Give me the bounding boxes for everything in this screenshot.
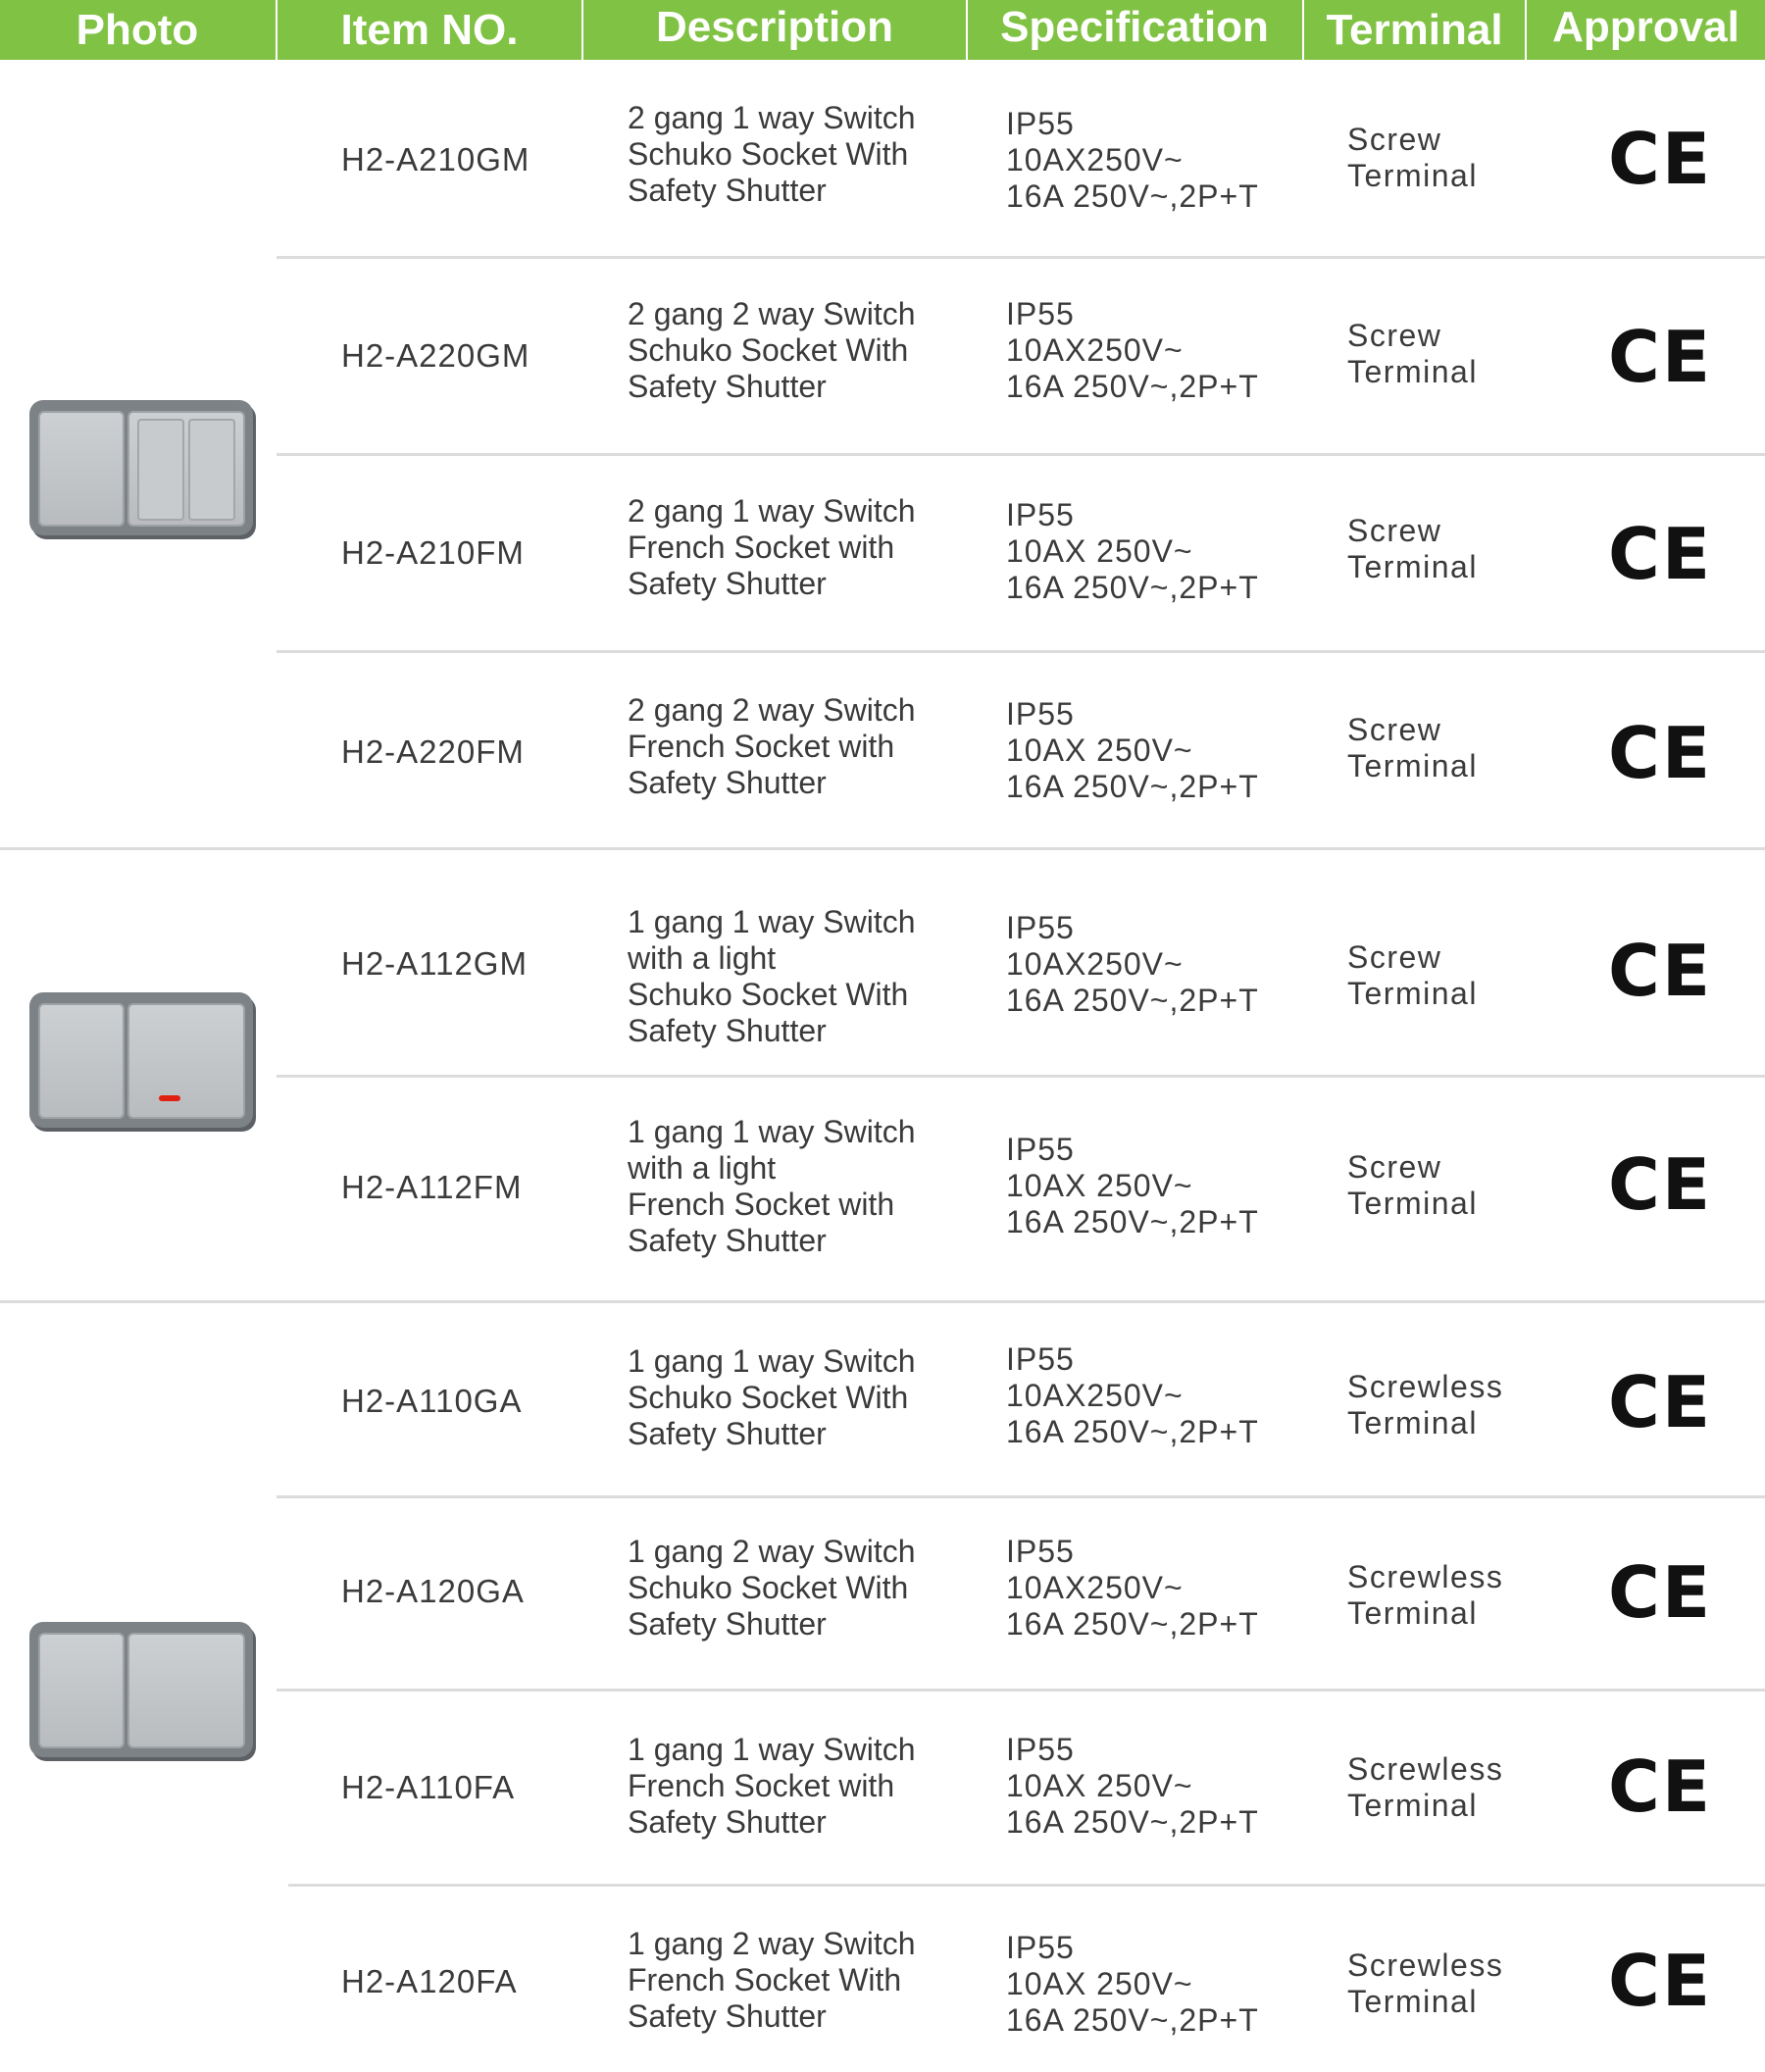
item-number: H2-A210FM: [341, 534, 525, 571]
terminal: Screw Terminal: [1347, 1149, 1478, 1221]
description: 2 gang 1 way Switch Schuko Socket With Safety Shutter: [628, 100, 916, 208]
row-divider: [277, 453, 1765, 456]
item-number: H2-A220FM: [341, 733, 525, 770]
description: 1 gang 1 way Switch with a light French Socket with Safety Shutter: [628, 1114, 916, 1258]
header-description: Description: [655, 3, 894, 51]
description: 1 gang 1 way Switch French Socket with Safety Shutter: [628, 1732, 916, 1840]
specification: IP55 10AX 250V~ 16A 250V~,2P+T: [1006, 1930, 1259, 2038]
item-number: H2-A210GM: [341, 141, 530, 177]
terminal: Screwless Terminal: [1347, 1369, 1504, 1440]
header-approval: Approval: [1552, 3, 1740, 51]
item-number: H2-A120FA: [341, 1963, 518, 1999]
specification: IP55 10AX250V~ 16A 250V~,2P+T: [1006, 910, 1259, 1018]
row-divider: [277, 650, 1765, 653]
group-divider: [0, 847, 1765, 850]
header-terminal: Terminal: [1326, 6, 1503, 54]
table-header: [0, 0, 1765, 60]
item-number: H2-A110GA: [341, 1383, 523, 1419]
specification: IP55 10AX250V~ 16A 250V~,2P+T: [1006, 106, 1259, 214]
row-divider: [277, 256, 1765, 259]
row-divider: [277, 1689, 1765, 1692]
group-divider: [0, 1300, 1765, 1303]
ce-mark-icon: CE: [1608, 712, 1713, 794]
header-photo: Photo: [76, 6, 199, 54]
specification: IP55 10AX250V~ 16A 250V~,2P+T: [1006, 1341, 1259, 1449]
ce-mark-icon: CE: [1608, 1361, 1713, 1443]
terminal: Screwless Terminal: [1347, 1947, 1504, 2019]
description: 1 gang 2 way Switch French Socket With Safety Shutter: [628, 1926, 916, 2034]
specification: IP55 10AX 250V~ 16A 250V~,2P+T: [1006, 696, 1259, 804]
description: 2 gang 2 way Switch French Socket with Safety Shutter: [628, 692, 916, 800]
row-divider: [277, 1495, 1765, 1498]
product-photo-1gang-switch-socket: [29, 1622, 257, 1765]
item-number: H2-A112GM: [341, 945, 528, 982]
specification: IP55 10AX 250V~ 16A 250V~,2P+T: [1006, 1132, 1259, 1239]
description: 1 gang 1 way Switch Schuko Socket With Safety Shutter: [628, 1343, 916, 1451]
item-number: H2-A220GM: [341, 337, 530, 374]
terminal: Screw Terminal: [1347, 318, 1478, 389]
description: 1 gang 1 way Switch with a light Schuko Socket With Safety Shutter: [628, 904, 916, 1048]
ce-mark-icon: CE: [1608, 930, 1713, 1012]
specification: IP55 10AX250V~ 16A 250V~,2P+T: [1006, 296, 1259, 404]
product-photo-2gang-switch-socket: [29, 400, 257, 543]
specification: IP55 10AX250V~ 16A 250V~,2P+T: [1006, 1534, 1259, 1642]
terminal: Screw Terminal: [1347, 513, 1478, 584]
header-specification: Specification: [1000, 3, 1269, 51]
specification: IP55 10AX 250V~ 16A 250V~,2P+T: [1006, 497, 1259, 605]
description: 2 gang 1 way Switch French Socket with Safety Shutter: [628, 493, 916, 601]
description: 1 gang 2 way Switch Schuko Socket With Safety Shutter: [628, 1534, 916, 1642]
item-number: H2-A112FM: [341, 1169, 523, 1205]
ce-mark-icon: CE: [1608, 1551, 1713, 1634]
description: 2 gang 2 way Switch Schuko Socket With Safety Shutter: [628, 296, 916, 404]
terminal: Screwless Terminal: [1347, 1751, 1504, 1823]
ce-mark-icon: CE: [1608, 1940, 1713, 2022]
terminal: Screw Terminal: [1347, 712, 1478, 783]
ce-mark-icon: CE: [1608, 316, 1713, 398]
ce-mark-icon: CE: [1608, 1143, 1713, 1226]
ce-mark-icon: CE: [1608, 513, 1713, 595]
item-number: H2-A120GA: [341, 1573, 525, 1609]
item-number: H2-A110FA: [341, 1769, 516, 1805]
row-divider: [288, 1884, 1765, 1887]
terminal: Screw Terminal: [1347, 122, 1478, 193]
header-item-no: Item NO.: [340, 6, 519, 54]
ce-mark-icon: CE: [1608, 118, 1713, 200]
ce-mark-icon: CE: [1608, 1745, 1713, 1828]
specification: IP55 10AX 250V~ 16A 250V~,2P+T: [1006, 1732, 1259, 1840]
terminal: Screwless Terminal: [1347, 1559, 1504, 1631]
product-photo-1gang-switch-light-socket: [29, 992, 257, 1136]
terminal: Screw Terminal: [1347, 939, 1478, 1011]
row-divider: [277, 1075, 1765, 1078]
